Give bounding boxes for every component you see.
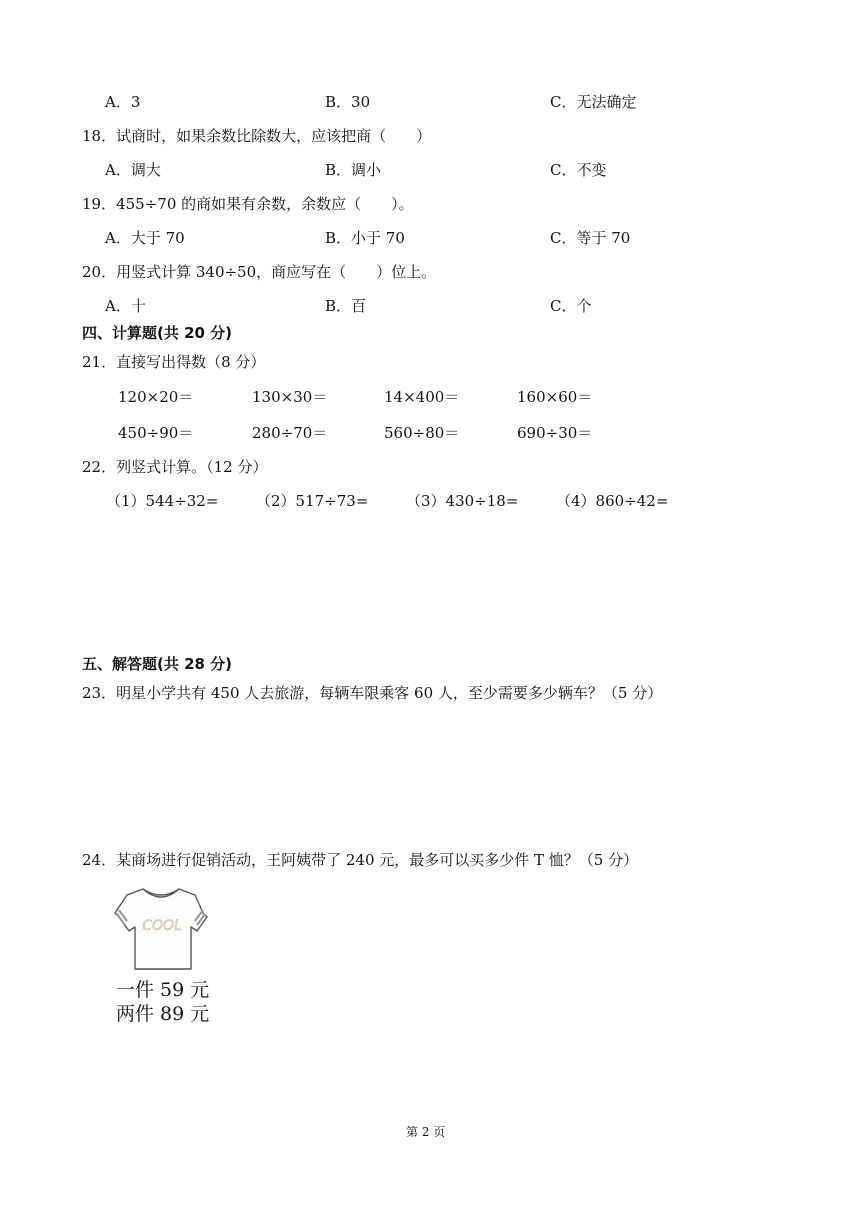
q17-option-b: B．30 (325, 93, 371, 111)
price-two: 两件 89 元 (116, 1003, 210, 1025)
q21-item: 160×60＝ (517, 388, 593, 406)
q19-option-a: A．大于 70 (105, 229, 185, 247)
q18-question: 18．试商时，如果余数比除数大，应该把商（ ） (82, 127, 432, 145)
page-number: 第 2 页 (406, 1125, 446, 1139)
q21-item: 450÷90＝ (118, 424, 194, 442)
q20-option-b: B．百 (325, 297, 367, 315)
q17-option-a: A．3 (105, 93, 141, 111)
q19-question: 19．455÷70 的商如果有余数，余数应（ ）。 (82, 195, 414, 213)
q21-question: 21．直接写出得数（8 分） (82, 353, 266, 371)
q22-item: （4）860÷42= (556, 492, 669, 510)
q18-option-c: C．不变 (550, 161, 607, 179)
section5-title: 五、解答题(共 28 分) (82, 655, 233, 673)
q18-option-a: A．调大 (105, 161, 161, 179)
q21-item: 130×30＝ (252, 388, 328, 406)
q21-item: 690÷30＝ (517, 424, 593, 442)
q21-item: 560÷80＝ (384, 424, 460, 442)
q21-item: 14×400＝ (384, 388, 460, 406)
q19-option-c: C．等于 70 (550, 229, 631, 247)
q24-question: 24．某商场进行促销活动，王阿姨带了 240 元，最多可以买多少件 T 恤？（5 分） (82, 851, 639, 869)
q22-item: （1）544÷32= (106, 492, 219, 510)
q23-question: 23．明星小学共有 450 人去旅游，每辆车限乘客 60 人，至少需要多少辆车？（5 分） (82, 684, 663, 702)
q20-option-a: A．十 (105, 297, 146, 315)
price-one: 一件 59 元 (116, 979, 210, 1001)
section4-title: 四、计算题(共 20 分) (82, 324, 233, 342)
q20-option-c: C．个 (550, 297, 592, 315)
q17-option-c: C．无法确定 (550, 93, 637, 111)
q22-item: （2）517÷73= (256, 492, 369, 510)
q21-item: 120×20＝ (118, 388, 194, 406)
q18-option-b: B．调小 (325, 161, 382, 179)
tshirt-image (113, 883, 209, 975)
q19-option-b: B．小于 70 (325, 229, 405, 247)
q21-item: 280÷70＝ (252, 424, 328, 442)
q20-question: 20．用竖式计算 340÷50，商应写在（ ）位上。 (82, 263, 437, 281)
q22-item: （3）430÷18= (406, 492, 519, 510)
tshirt-label: COOL (142, 918, 182, 934)
q22-question: 22．列竖式计算。（12 分） (82, 458, 268, 476)
